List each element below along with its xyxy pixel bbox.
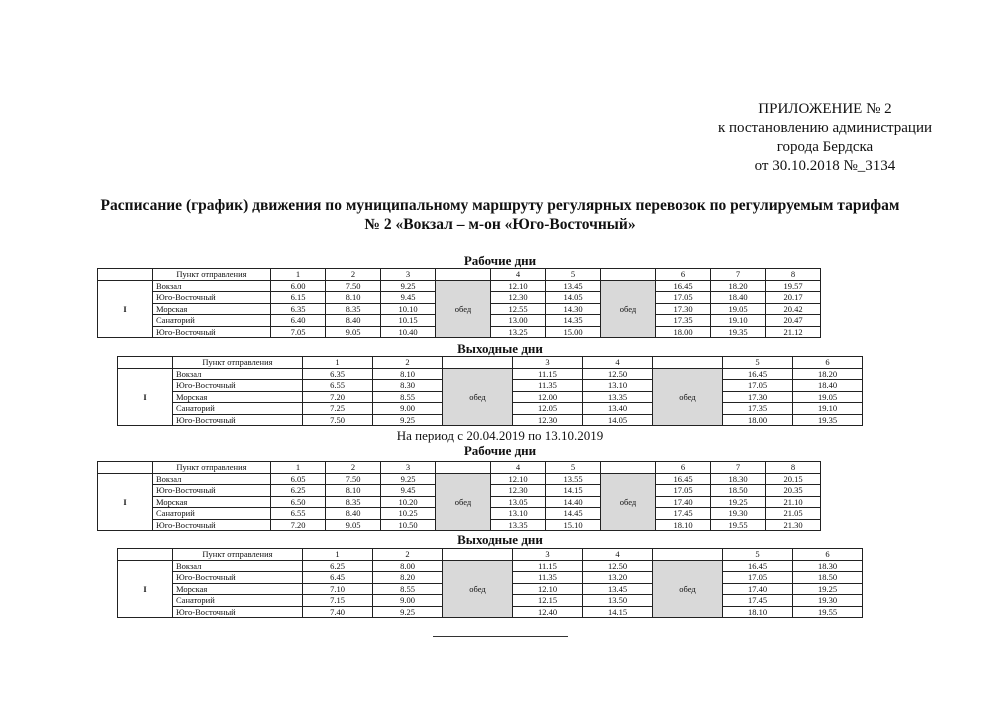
departure-point-header: Пункт отправления bbox=[153, 269, 271, 281]
departure-time-cell: 14.45 bbox=[546, 508, 601, 520]
departure-time-cell: 6.55 bbox=[271, 508, 326, 520]
table-row bbox=[98, 485, 986, 497]
stop-name-cell: Юго-Восточный bbox=[153, 326, 271, 338]
departure-time-cell: 14.35 bbox=[546, 315, 601, 327]
departure-time-cell: 8.10 bbox=[326, 485, 381, 497]
departure-time-cell: 12.30 bbox=[491, 292, 546, 304]
departure-time-cell: 8.40 bbox=[326, 508, 381, 520]
departure-time-cell: 17.30 bbox=[723, 391, 793, 403]
departure-time-cell: 12.15 bbox=[513, 595, 583, 607]
trip-number-header: 5 bbox=[723, 357, 793, 369]
trip-number-header: 6 bbox=[656, 462, 711, 474]
departure-time-cell: 7.25 bbox=[303, 403, 373, 415]
departure-time-cell: 16.45 bbox=[723, 560, 793, 572]
departure-point-header: Пункт отправления bbox=[153, 462, 271, 474]
departure-time-cell: 7.50 bbox=[326, 280, 381, 292]
departure-time-cell: 15.10 bbox=[546, 519, 601, 531]
break-header-cell bbox=[443, 549, 513, 561]
route-number-cell: I bbox=[98, 280, 153, 338]
trip-number-header: 1 bbox=[303, 357, 373, 369]
trip-number-header: 6 bbox=[793, 357, 863, 369]
departure-time-cell: 10.15 bbox=[381, 315, 436, 327]
trip-number-header: 6 bbox=[793, 549, 863, 561]
stop-name-cell: Вокзал bbox=[153, 473, 271, 485]
departure-time-cell: 20.17 bbox=[766, 292, 821, 304]
departure-time-cell: 11.15 bbox=[513, 368, 583, 380]
departure-point-header: Пункт отправления bbox=[173, 357, 303, 369]
trip-number-header: 4 bbox=[583, 549, 653, 561]
departure-time-cell: 19.35 bbox=[711, 326, 766, 338]
document-title bbox=[0, 196, 1000, 234]
departure-time-cell: 13.20 bbox=[583, 572, 653, 584]
trip-number-header: 8 bbox=[766, 462, 821, 474]
departure-time-cell: 19.05 bbox=[793, 391, 863, 403]
stop-name-cell: Юго-Восточный bbox=[173, 380, 303, 392]
departure-time-cell: 7.50 bbox=[326, 473, 381, 485]
departure-time-cell: 8.40 bbox=[326, 315, 381, 327]
departure-time-cell: 16.45 bbox=[656, 280, 711, 292]
departure-time-cell: 19.57 bbox=[766, 280, 821, 292]
document-title-line2: № 2 «Вокзал – м-он «Юго-Восточный» bbox=[364, 216, 636, 233]
stop-name-cell: Юго-Восточный bbox=[173, 572, 303, 584]
departure-time-cell: 13.25 bbox=[491, 326, 546, 338]
departure-time-cell: 18.10 bbox=[723, 606, 793, 618]
departure-time-cell: 8.35 bbox=[326, 496, 381, 508]
trip-number-header: 3 bbox=[513, 357, 583, 369]
departure-time-cell: 18.40 bbox=[793, 380, 863, 392]
document-title-line1: Расписание (график) движения по муниципальному маршруту регулярных перевозок по регулируемым тарифам bbox=[100, 197, 900, 214]
route-number-cell: I bbox=[118, 560, 173, 618]
departure-time-cell: 6.35 bbox=[271, 303, 326, 315]
departure-time-cell: 20.42 bbox=[766, 303, 821, 315]
trip-number-header: 5 bbox=[546, 269, 601, 281]
table-row bbox=[98, 292, 986, 304]
departure-time-cell: 6.05 bbox=[271, 473, 326, 485]
table-row bbox=[98, 315, 986, 327]
signature-line bbox=[433, 636, 568, 637]
break-header-cell bbox=[601, 462, 656, 474]
departure-time-cell: 13.55 bbox=[546, 473, 601, 485]
table-row bbox=[98, 519, 986, 531]
departure-time-cell: 7.20 bbox=[271, 519, 326, 531]
departure-time-cell: 13.40 bbox=[583, 403, 653, 415]
departure-time-cell: 9.05 bbox=[326, 326, 381, 338]
departure-time-cell: 9.25 bbox=[373, 606, 443, 618]
period-text: На период с 20.04.2019 по 13.10.2019 bbox=[396, 428, 604, 443]
departure-time-cell: 21.10 bbox=[766, 496, 821, 508]
departure-time-cell: 8.55 bbox=[373, 583, 443, 595]
departure-time-cell: 8.55 bbox=[373, 391, 443, 403]
header-row bbox=[118, 357, 933, 369]
departure-time-cell: 17.35 bbox=[656, 315, 711, 327]
stop-name-cell: Санаторий bbox=[173, 403, 303, 415]
departure-time-cell: 8.10 bbox=[373, 368, 443, 380]
departure-time-cell: 19.25 bbox=[793, 583, 863, 595]
departure-time-cell: 7.50 bbox=[303, 414, 373, 426]
departure-time-cell: 19.30 bbox=[793, 595, 863, 607]
stop-name-cell: Санаторий bbox=[153, 508, 271, 520]
departure-time-cell: 12.05 bbox=[513, 403, 583, 415]
departure-time-cell: 9.00 bbox=[373, 595, 443, 607]
departure-time-cell: 9.25 bbox=[373, 414, 443, 426]
stop-name-cell: Морская bbox=[173, 391, 303, 403]
departure-time-cell: 19.55 bbox=[711, 519, 766, 531]
break-header-cell bbox=[653, 549, 723, 561]
header-row bbox=[98, 462, 986, 474]
departure-time-cell: 11.35 bbox=[513, 572, 583, 584]
table-row bbox=[98, 303, 986, 315]
departure-time-cell: 12.10 bbox=[513, 583, 583, 595]
departure-time-cell: 10.40 bbox=[381, 326, 436, 338]
departure-time-cell: 14.30 bbox=[546, 303, 601, 315]
departure-time-cell: 7.05 bbox=[271, 326, 326, 338]
departure-time-cell: 9.25 bbox=[381, 280, 436, 292]
departure-time-cell: 12.00 bbox=[513, 391, 583, 403]
departure-time-cell: 13.00 bbox=[491, 315, 546, 327]
departure-time-cell: 21.05 bbox=[766, 508, 821, 520]
departure-time-cell: 18.50 bbox=[793, 572, 863, 584]
departure-time-cell: 6.00 bbox=[271, 280, 326, 292]
stop-name-cell: Вокзал bbox=[173, 560, 303, 572]
departure-time-cell: 14.05 bbox=[583, 414, 653, 426]
departure-time-cell: 13.35 bbox=[583, 391, 653, 403]
break-header-cell bbox=[601, 269, 656, 281]
table-row bbox=[118, 414, 933, 426]
departure-time-cell: 18.00 bbox=[723, 414, 793, 426]
table-row bbox=[118, 595, 933, 607]
break-header-cell bbox=[436, 462, 491, 474]
departure-time-cell: 18.00 bbox=[656, 326, 711, 338]
trip-number-header: 2 bbox=[326, 462, 381, 474]
trip-number-header: 3 bbox=[381, 462, 436, 474]
departure-time-cell: 17.05 bbox=[656, 292, 711, 304]
stop-name-cell: Санаторий bbox=[173, 595, 303, 607]
lunch-break-cell: обед bbox=[443, 560, 513, 618]
departure-time-cell: 8.35 bbox=[326, 303, 381, 315]
departure-time-cell: 19.30 bbox=[711, 508, 766, 520]
departure-time-cell: 7.10 bbox=[303, 583, 373, 595]
route-number-cell: I bbox=[98, 473, 153, 531]
departure-time-cell: 6.25 bbox=[303, 560, 373, 572]
timetable bbox=[97, 268, 986, 338]
table-2-caption: Выходные дни bbox=[457, 341, 543, 356]
departure-time-cell: 18.30 bbox=[711, 473, 766, 485]
departure-time-cell: 21.30 bbox=[766, 519, 821, 531]
departure-time-cell: 20.35 bbox=[766, 485, 821, 497]
departure-time-cell: 10.25 bbox=[381, 508, 436, 520]
departure-time-cell: 10.20 bbox=[381, 496, 436, 508]
trip-number-header: 4 bbox=[491, 269, 546, 281]
table-row bbox=[98, 496, 986, 508]
departure-time-cell: 18.50 bbox=[711, 485, 766, 497]
departure-time-cell: 12.55 bbox=[491, 303, 546, 315]
route-header-cell bbox=[118, 357, 173, 369]
departure-time-cell: 12.30 bbox=[491, 485, 546, 497]
departure-time-cell: 16.45 bbox=[656, 473, 711, 485]
departure-time-cell: 10.10 bbox=[381, 303, 436, 315]
departure-time-cell: 21.12 bbox=[766, 326, 821, 338]
departure-time-cell: 17.40 bbox=[656, 496, 711, 508]
trip-number-header: 5 bbox=[546, 462, 601, 474]
stop-name-cell: Морская bbox=[173, 583, 303, 595]
trip-number-header: 7 bbox=[711, 462, 766, 474]
departure-time-cell: 17.40 bbox=[723, 583, 793, 595]
lunch-break-cell: обед bbox=[601, 280, 656, 338]
departure-time-cell: 11.35 bbox=[513, 380, 583, 392]
route-header-cell bbox=[98, 269, 153, 281]
departure-time-cell: 19.55 bbox=[793, 606, 863, 618]
stop-name-cell: Юго-Восточный bbox=[153, 292, 271, 304]
departure-time-cell: 14.15 bbox=[546, 485, 601, 497]
departure-time-cell: 6.35 bbox=[303, 368, 373, 380]
stop-name-cell: Морская bbox=[153, 496, 271, 508]
departure-time-cell: 17.45 bbox=[723, 595, 793, 607]
departure-time-cell: 13.35 bbox=[491, 519, 546, 531]
stop-name-cell: Вокзал bbox=[173, 368, 303, 380]
lunch-break-cell: обед bbox=[653, 368, 723, 426]
trip-number-header: 2 bbox=[326, 269, 381, 281]
departure-time-cell: 14.05 bbox=[546, 292, 601, 304]
table-row bbox=[118, 368, 933, 380]
departure-time-cell: 13.10 bbox=[583, 380, 653, 392]
break-header-cell bbox=[653, 357, 723, 369]
departure-time-cell: 6.50 bbox=[271, 496, 326, 508]
timetable bbox=[97, 461, 986, 531]
stop-name-cell: Юго-Восточный bbox=[153, 485, 271, 497]
departure-time-cell: 9.00 bbox=[373, 403, 443, 415]
departure-time-cell: 11.15 bbox=[513, 560, 583, 572]
header-row bbox=[118, 549, 933, 561]
lunch-break-cell: обед bbox=[436, 280, 491, 338]
departure-time-cell: 12.10 bbox=[491, 280, 546, 292]
table-3-caption: Рабочие дни bbox=[463, 443, 537, 458]
departure-time-cell: 20.47 bbox=[766, 315, 821, 327]
departure-time-cell: 6.40 bbox=[271, 315, 326, 327]
departure-time-cell: 6.45 bbox=[303, 572, 373, 584]
departure-time-cell: 9.05 bbox=[326, 519, 381, 531]
departure-time-cell: 18.40 bbox=[711, 292, 766, 304]
trip-number-header: 8 bbox=[766, 269, 821, 281]
departure-time-cell: 6.25 bbox=[271, 485, 326, 497]
departure-time-cell: 13.05 bbox=[491, 496, 546, 508]
table-row bbox=[118, 606, 933, 618]
stop-name-cell: Санаторий bbox=[153, 315, 271, 327]
stop-name-cell: Вокзал bbox=[153, 280, 271, 292]
lunch-break-cell: обед bbox=[443, 368, 513, 426]
lunch-break-cell: обед bbox=[436, 473, 491, 531]
departure-time-cell: 12.10 bbox=[491, 473, 546, 485]
departure-time-cell: 9.45 bbox=[381, 485, 436, 497]
trip-number-header: 4 bbox=[491, 462, 546, 474]
table-row bbox=[98, 326, 986, 338]
departure-time-cell: 20.15 bbox=[766, 473, 821, 485]
departure-time-cell: 12.50 bbox=[583, 368, 653, 380]
trip-number-header: 4 bbox=[583, 357, 653, 369]
timetable bbox=[117, 548, 933, 618]
departure-time-cell: 17.30 bbox=[656, 303, 711, 315]
departure-time-cell: 7.20 bbox=[303, 391, 373, 403]
table-row bbox=[118, 583, 933, 595]
appendix-number: ПРИЛОЖЕНИЕ № 2 bbox=[758, 101, 892, 117]
appendix-date: от 30.10.2018 №_3134 bbox=[754, 158, 896, 174]
departure-time-cell: 19.05 bbox=[711, 303, 766, 315]
departure-time-cell: 18.20 bbox=[711, 280, 766, 292]
trip-number-header: 6 bbox=[656, 269, 711, 281]
departure-time-cell: 6.55 bbox=[303, 380, 373, 392]
route-header-cell bbox=[118, 549, 173, 561]
departure-time-cell: 9.45 bbox=[381, 292, 436, 304]
departure-time-cell: 19.35 bbox=[793, 414, 863, 426]
trip-number-header: 3 bbox=[513, 549, 583, 561]
departure-time-cell: 12.50 bbox=[583, 560, 653, 572]
table-row bbox=[118, 380, 933, 392]
stop-name-cell: Юго-Восточный bbox=[173, 414, 303, 426]
route-number-cell: I bbox=[118, 368, 173, 426]
table-row bbox=[118, 560, 933, 572]
departure-time-cell: 13.50 bbox=[583, 595, 653, 607]
lunch-break-cell: обед bbox=[601, 473, 656, 531]
stop-name-cell: Юго-Восточный bbox=[173, 606, 303, 618]
departure-time-cell: 13.45 bbox=[583, 583, 653, 595]
departure-time-cell: 18.30 bbox=[793, 560, 863, 572]
break-header-cell bbox=[436, 269, 491, 281]
departure-time-cell: 19.10 bbox=[793, 403, 863, 415]
departure-time-cell: 17.05 bbox=[656, 485, 711, 497]
table-row bbox=[118, 391, 933, 403]
departure-time-cell: 19.10 bbox=[711, 315, 766, 327]
departure-time-cell: 19.25 bbox=[711, 496, 766, 508]
table-row bbox=[98, 280, 986, 292]
appendix-decree: к постановлению администрации bbox=[717, 120, 932, 136]
departure-time-cell: 17.35 bbox=[723, 403, 793, 415]
timetable bbox=[117, 356, 933, 426]
departure-time-cell: 10.50 bbox=[381, 519, 436, 531]
trip-number-header: 1 bbox=[271, 269, 326, 281]
departure-time-cell: 9.25 bbox=[381, 473, 436, 485]
departure-time-cell: 14.40 bbox=[546, 496, 601, 508]
departure-time-cell: 12.40 bbox=[513, 606, 583, 618]
trip-number-header: 2 bbox=[373, 549, 443, 561]
departure-time-cell: 15.00 bbox=[546, 326, 601, 338]
route-header-cell bbox=[98, 462, 153, 474]
trip-number-header: 1 bbox=[271, 462, 326, 474]
departure-time-cell: 8.20 bbox=[373, 572, 443, 584]
table-1-caption: Рабочие дни bbox=[463, 253, 537, 268]
trip-number-header: 1 bbox=[303, 549, 373, 561]
trip-number-header: 2 bbox=[373, 357, 443, 369]
departure-time-cell: 16.45 bbox=[723, 368, 793, 380]
departure-time-cell: 13.45 bbox=[546, 280, 601, 292]
table-row bbox=[118, 403, 933, 415]
departure-time-cell: 13.10 bbox=[491, 508, 546, 520]
header-row bbox=[98, 269, 986, 281]
departure-time-cell: 18.20 bbox=[793, 368, 863, 380]
departure-time-cell: 8.00 bbox=[373, 560, 443, 572]
departure-time-cell: 6.15 bbox=[271, 292, 326, 304]
trip-number-header: 7 bbox=[711, 269, 766, 281]
stop-name-cell: Морская bbox=[153, 303, 271, 315]
lunch-break-cell: обед bbox=[653, 560, 723, 618]
departure-time-cell: 14.15 bbox=[583, 606, 653, 618]
break-header-cell bbox=[443, 357, 513, 369]
table-4-caption: Выходные дни bbox=[457, 532, 543, 547]
appendix-city: города Бердска bbox=[776, 139, 874, 155]
departure-point-header: Пункт отправления bbox=[173, 549, 303, 561]
departure-time-cell: 8.30 bbox=[373, 380, 443, 392]
stop-name-cell: Юго-Восточный bbox=[153, 519, 271, 531]
departure-time-cell: 17.05 bbox=[723, 572, 793, 584]
table-row bbox=[98, 473, 986, 485]
trip-number-header: 3 bbox=[381, 269, 436, 281]
departure-time-cell: 17.05 bbox=[723, 380, 793, 392]
departure-time-cell: 17.45 bbox=[656, 508, 711, 520]
departure-time-cell: 18.10 bbox=[656, 519, 711, 531]
departure-time-cell: 8.10 bbox=[326, 292, 381, 304]
table-row bbox=[98, 508, 986, 520]
appendix-block bbox=[718, 100, 932, 176]
departure-time-cell: 12.30 bbox=[513, 414, 583, 426]
table-row bbox=[118, 572, 933, 584]
departure-time-cell: 7.15 bbox=[303, 595, 373, 607]
departure-time-cell: 7.40 bbox=[303, 606, 373, 618]
trip-number-header: 5 bbox=[723, 549, 793, 561]
